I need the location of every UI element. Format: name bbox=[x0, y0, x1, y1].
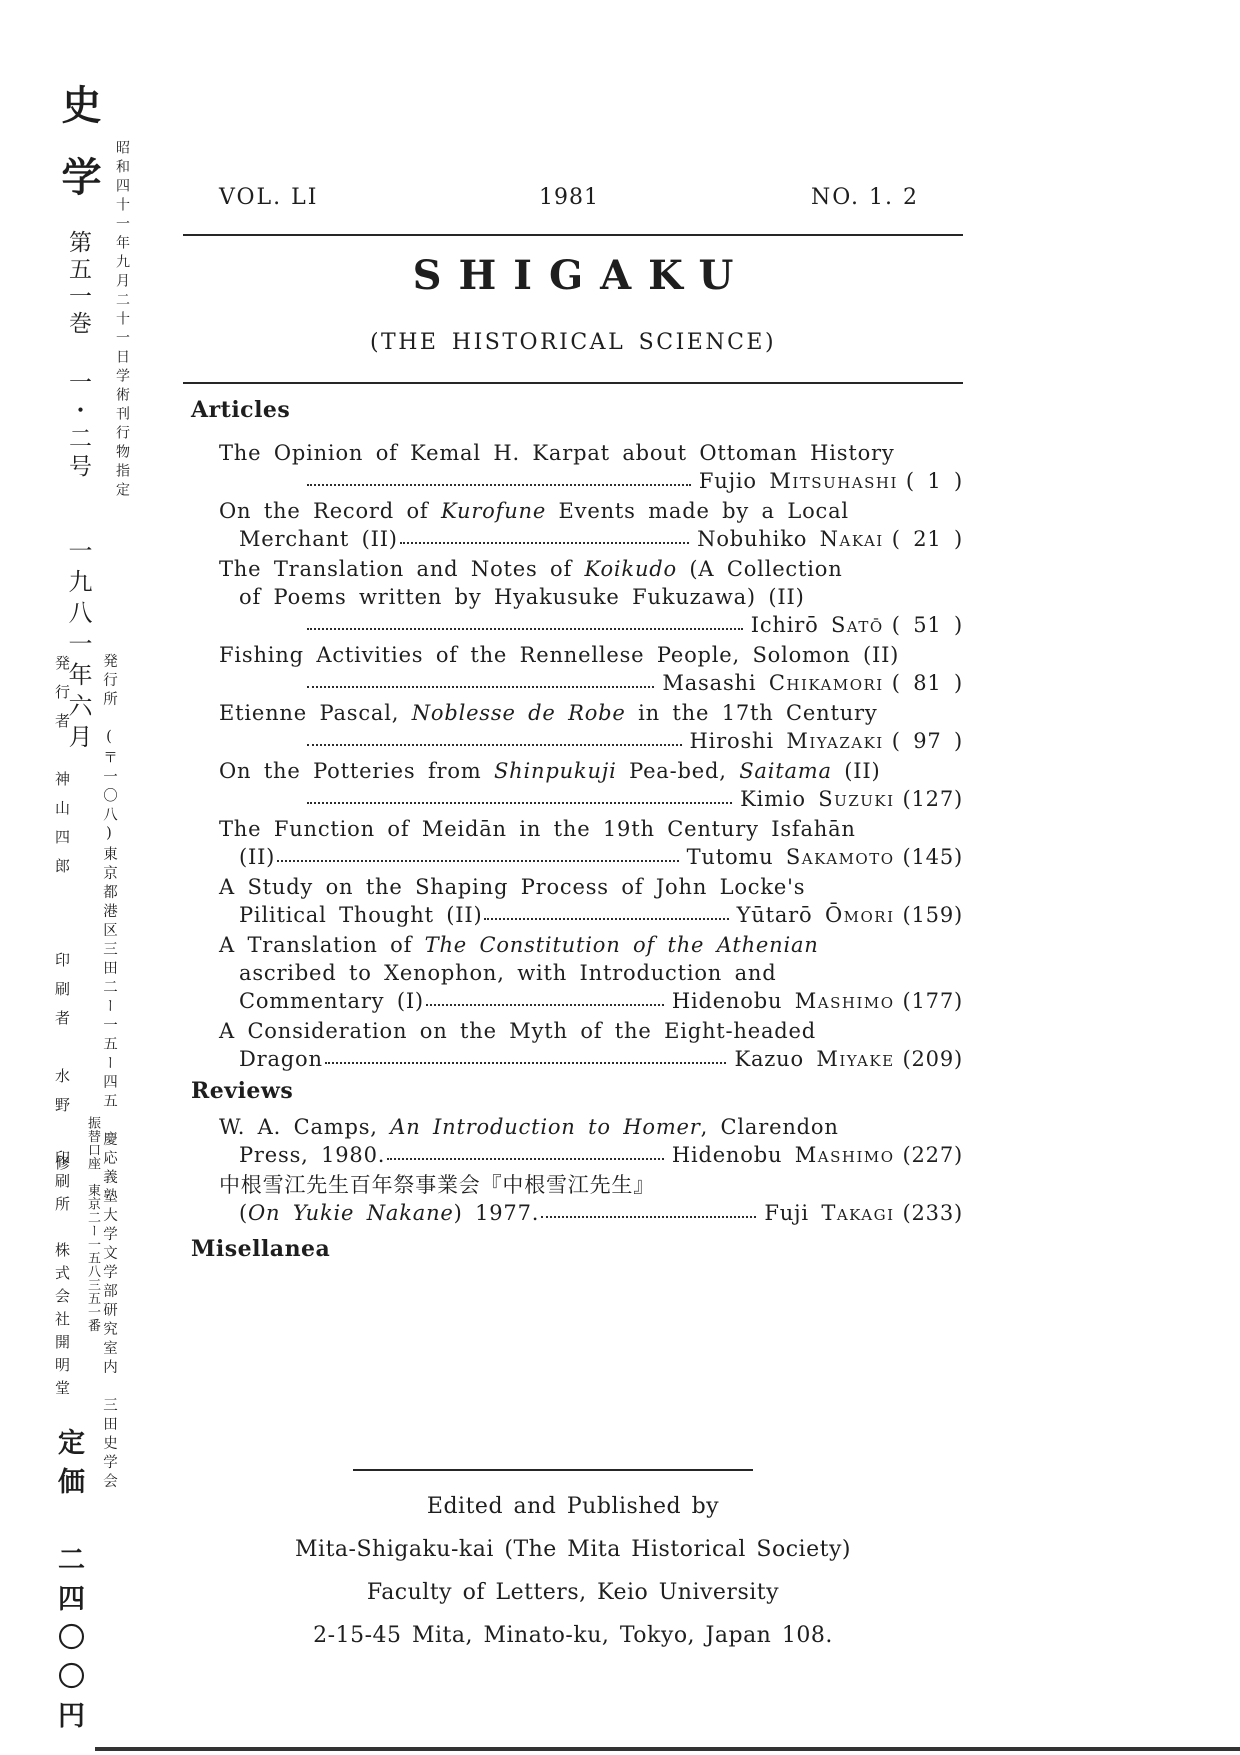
article-entry bbox=[183, 555, 963, 639]
entry-author-line bbox=[183, 525, 963, 553]
imprint-line-4: 2-15-45 Mita, Minato-ku, Tokyo, Japan 108. bbox=[313, 1623, 833, 1648]
plain-text: The Opinion of Kemal H. Karpat about Ottoman History bbox=[219, 441, 895, 465]
entry-title-line bbox=[183, 1113, 963, 1141]
author-name bbox=[699, 467, 898, 495]
entry-title-line bbox=[183, 757, 963, 785]
spine-price: 定価 二四〇〇円 bbox=[53, 1428, 84, 1740]
reviews-list bbox=[183, 1113, 963, 1227]
entry-title-tail bbox=[239, 1141, 385, 1169]
spine-date: 一九八一年六月 bbox=[64, 538, 92, 755]
entry-author-line bbox=[183, 785, 963, 813]
entry-author-line bbox=[183, 467, 963, 495]
imprint-line-3: Faculty of Letters, Keio University bbox=[366, 1580, 780, 1605]
masthead-volume: VOL. LI bbox=[219, 185, 319, 210]
article-entry bbox=[183, 641, 963, 697]
entry-author-line bbox=[183, 1045, 963, 1073]
articles-heading: Articles bbox=[191, 397, 291, 423]
entry-title-tail bbox=[239, 525, 398, 553]
author-surname: Nakai bbox=[819, 527, 884, 551]
plain-text: (A Collection bbox=[676, 557, 843, 581]
plain-text: Dragon bbox=[239, 1047, 323, 1071]
leader-dots bbox=[325, 1062, 727, 1064]
plain-text: , Clarendon bbox=[700, 1115, 839, 1139]
plain-text: Merchant (II) bbox=[239, 527, 398, 551]
plain-text: ( bbox=[239, 1201, 248, 1225]
entry-title-line bbox=[183, 583, 963, 611]
scan-edge-artifact bbox=[95, 1747, 1240, 1751]
author-name bbox=[697, 525, 884, 553]
author-given-name: Hidenobu bbox=[671, 989, 795, 1013]
italic-text: An Introduction to Homer bbox=[390, 1115, 701, 1139]
author-surname: Takagi bbox=[821, 1201, 895, 1225]
entry-title-line bbox=[183, 439, 963, 467]
author-name bbox=[740, 785, 894, 813]
author-surname: Mashimo bbox=[794, 1143, 895, 1167]
colophon-printing-office: 印刷所 株式会社開明堂 bbox=[53, 1150, 71, 1403]
leader-dots bbox=[400, 542, 689, 544]
author-surname: Mashimo bbox=[794, 989, 895, 1013]
italic-text: Koikudo bbox=[584, 557, 677, 581]
article-entry bbox=[183, 873, 963, 929]
entry-author-line bbox=[183, 843, 963, 871]
entry-author-line bbox=[183, 727, 963, 755]
author-given-name: Hidenobu bbox=[671, 1143, 795, 1167]
author-given-name: Kazuo bbox=[734, 1047, 817, 1071]
plain-text: A Study on the Shaping Process of John Locke's bbox=[219, 875, 806, 899]
plain-text: Pea-bed, bbox=[616, 759, 740, 783]
imprint-line-2: Mita-Shigaku-kai (The Mita Historical Society) bbox=[295, 1537, 851, 1562]
page-number: ( 21 ) bbox=[891, 527, 963, 551]
author-name bbox=[690, 727, 884, 755]
colophon-publisher: 発行者 神山四郎 bbox=[53, 655, 71, 887]
plain-text: The Translation and Notes of bbox=[219, 557, 585, 581]
article-entry bbox=[183, 815, 963, 871]
miscellanea-heading: Misellanea bbox=[191, 1236, 331, 1262]
entry-author-line bbox=[183, 1141, 963, 1169]
leader-dots bbox=[387, 1158, 664, 1160]
spine-issue: 一・二号 bbox=[65, 370, 91, 482]
entry-title-line bbox=[183, 1171, 963, 1199]
leader-dots bbox=[307, 802, 732, 804]
imprint-line-1: Edited and Published by bbox=[426, 1494, 720, 1519]
entry-title-tail bbox=[239, 1199, 539, 1227]
plain-text: ) 1977. bbox=[453, 1201, 540, 1225]
entry-author-line bbox=[183, 901, 963, 929]
italic-text: Shinpukuji bbox=[494, 759, 617, 783]
entry-author-line bbox=[183, 987, 963, 1015]
page-number: (145) bbox=[902, 845, 963, 869]
plain-text: in the 17th Century bbox=[625, 701, 878, 725]
plain-text: Pilitical Thought (II) bbox=[239, 903, 483, 927]
author-given-name: Nobuhiko bbox=[697, 527, 820, 551]
author-surname: Ōmori bbox=[824, 903, 895, 927]
colophon-printer: 印刷者 水野 修 bbox=[53, 952, 71, 1184]
plain-text: A Consideration on the Myth of the Eight-headed bbox=[219, 1019, 817, 1043]
entry-author-line bbox=[183, 1199, 963, 1227]
plain-text: Fishing Activities of the Rennellese People, Solomon (II) bbox=[219, 643, 900, 667]
author-surname: Miyake bbox=[816, 1047, 895, 1071]
page-number: (233) bbox=[902, 1201, 963, 1225]
page-number: ( 51 ) bbox=[891, 613, 963, 637]
author-given-name: Fujio bbox=[698, 469, 770, 493]
imprint-divider-rule bbox=[353, 1469, 753, 1471]
leader-dots bbox=[484, 918, 728, 920]
plain-text: Etienne Pascal, bbox=[219, 701, 412, 725]
entry-title-tail bbox=[239, 1045, 323, 1073]
reviews-heading: Reviews bbox=[191, 1078, 294, 1104]
plain-text: A Translation of bbox=[219, 933, 425, 957]
entry-title-tail bbox=[239, 843, 275, 871]
colophon-postal-account: 振替口座 東京二ー一五八三五一番 bbox=[85, 1116, 100, 1332]
masthead-issue: NO. 1. 2 bbox=[811, 185, 919, 210]
entry-title-line bbox=[183, 641, 963, 669]
italic-text: Kurofune bbox=[440, 499, 547, 523]
imprint-block bbox=[183, 1485, 963, 1657]
journal-subtitle: (THE HISTORICAL SCIENCE) bbox=[369, 330, 777, 355]
top-divider-rule bbox=[183, 234, 963, 236]
author-surname: Sakamoto bbox=[785, 845, 895, 869]
italic-text: On Yukie Nakane bbox=[248, 1201, 454, 1225]
entry-title-line bbox=[183, 497, 963, 525]
masthead-year: 1981 bbox=[538, 185, 599, 210]
page-number: (209) bbox=[902, 1047, 963, 1071]
author-given-name: Fuji bbox=[764, 1201, 822, 1225]
entry-title-line bbox=[183, 815, 963, 843]
author-name bbox=[672, 1141, 895, 1169]
author-name bbox=[662, 669, 883, 697]
author-surname: Chikamori bbox=[768, 671, 884, 695]
journal-title: SHIGAKU bbox=[412, 252, 751, 299]
plain-text: W. A. Camps, bbox=[219, 1115, 391, 1139]
masthead bbox=[183, 185, 963, 211]
author-given-name: Yūtarō bbox=[736, 903, 825, 927]
title-divider-rule bbox=[183, 382, 963, 384]
leader-dots bbox=[277, 860, 678, 862]
italic-text: Saitama bbox=[739, 759, 832, 783]
author-surname: Mitsuhashi bbox=[769, 469, 898, 493]
leader-dots bbox=[426, 1004, 664, 1006]
plain-text: On the Record of bbox=[219, 499, 441, 523]
author-name bbox=[751, 611, 884, 639]
author-name bbox=[764, 1199, 894, 1227]
plain-text: Press, 1980. bbox=[239, 1143, 386, 1167]
author-given-name: Hiroshi bbox=[689, 729, 787, 753]
entry-title-line bbox=[183, 873, 963, 901]
entry-author-line bbox=[183, 669, 963, 697]
articles-list bbox=[183, 439, 963, 1073]
plain-text: 中根雪江先生百年祭事業会『中根雪江先生』 bbox=[219, 1173, 655, 1197]
page-number: (177) bbox=[902, 989, 963, 1013]
entry-title-line bbox=[183, 959, 963, 987]
page-number: ( 97 ) bbox=[891, 729, 963, 753]
leader-dots bbox=[307, 744, 682, 746]
article-entry bbox=[183, 439, 963, 495]
page-number: (159) bbox=[902, 903, 963, 927]
colophon-publishing-office: 発行所 (〒一〇八)東京都港区三田二ー一五ー四五 慶応義塾大学文学部研究室内 三田史学会 bbox=[101, 653, 117, 1492]
leader-dots bbox=[307, 628, 743, 630]
plain-text: (II) bbox=[239, 845, 276, 869]
plain-text: On the Potteries from bbox=[219, 759, 494, 783]
plain-text: of Poems written by Hyakusuke Fukuzawa) (II) bbox=[239, 585, 805, 609]
spine-journal-title: 史学 bbox=[55, 84, 102, 228]
author-name bbox=[687, 843, 895, 871]
entry-title-tail bbox=[239, 987, 424, 1015]
author-surname: Satō bbox=[831, 613, 884, 637]
author-surname: Miyazaki bbox=[786, 729, 884, 753]
article-entry bbox=[183, 1017, 963, 1073]
italic-text: The Constitution of the Athenian bbox=[424, 933, 819, 957]
entry-title-tail bbox=[239, 901, 482, 929]
author-name bbox=[672, 987, 895, 1015]
entry-author-line bbox=[183, 611, 963, 639]
spine-volume: 第五一巻 bbox=[65, 230, 91, 338]
spine-certification: 昭和四十一年九月二十一日学術刊行物指定 bbox=[114, 140, 130, 501]
plain-text: (II) bbox=[831, 759, 881, 783]
plain-text: Events made by a Local bbox=[546, 499, 849, 523]
article-entry bbox=[183, 757, 963, 813]
leader-dots bbox=[541, 1216, 756, 1218]
article-entry bbox=[183, 931, 963, 1015]
main-content bbox=[183, 0, 963, 1657]
leader-dots bbox=[307, 484, 691, 486]
page-number: (227) bbox=[902, 1143, 963, 1167]
page-number: ( 81 ) bbox=[891, 671, 963, 695]
author-given-name: Kimio bbox=[740, 787, 819, 811]
entry-title-line bbox=[183, 931, 963, 959]
article-entry bbox=[183, 497, 963, 553]
leader-dots bbox=[307, 686, 654, 688]
entry-title-line bbox=[183, 555, 963, 583]
page-number: (127) bbox=[902, 787, 963, 811]
plain-text: Commentary (I) bbox=[239, 989, 424, 1013]
author-name bbox=[737, 901, 895, 929]
author-surname: Suzuki bbox=[818, 787, 895, 811]
plain-text: ascribed to Xenophon, with Introduction and bbox=[239, 961, 777, 985]
page-number: ( 1 ) bbox=[905, 469, 963, 493]
author-given-name: Tutomu bbox=[686, 845, 786, 869]
review-entry bbox=[183, 1113, 963, 1169]
author-name bbox=[734, 1045, 894, 1073]
entry-title-line bbox=[183, 1017, 963, 1045]
entry-title-line bbox=[183, 699, 963, 727]
review-entry bbox=[183, 1171, 963, 1227]
author-given-name: Masashi bbox=[662, 671, 769, 695]
italic-text: Noblesse de Robe bbox=[411, 701, 626, 725]
article-entry bbox=[183, 699, 963, 755]
plain-text: The Function of Meidān in the 19th Century Isfahān bbox=[219, 817, 856, 841]
author-given-name: Ichirō bbox=[750, 613, 832, 637]
